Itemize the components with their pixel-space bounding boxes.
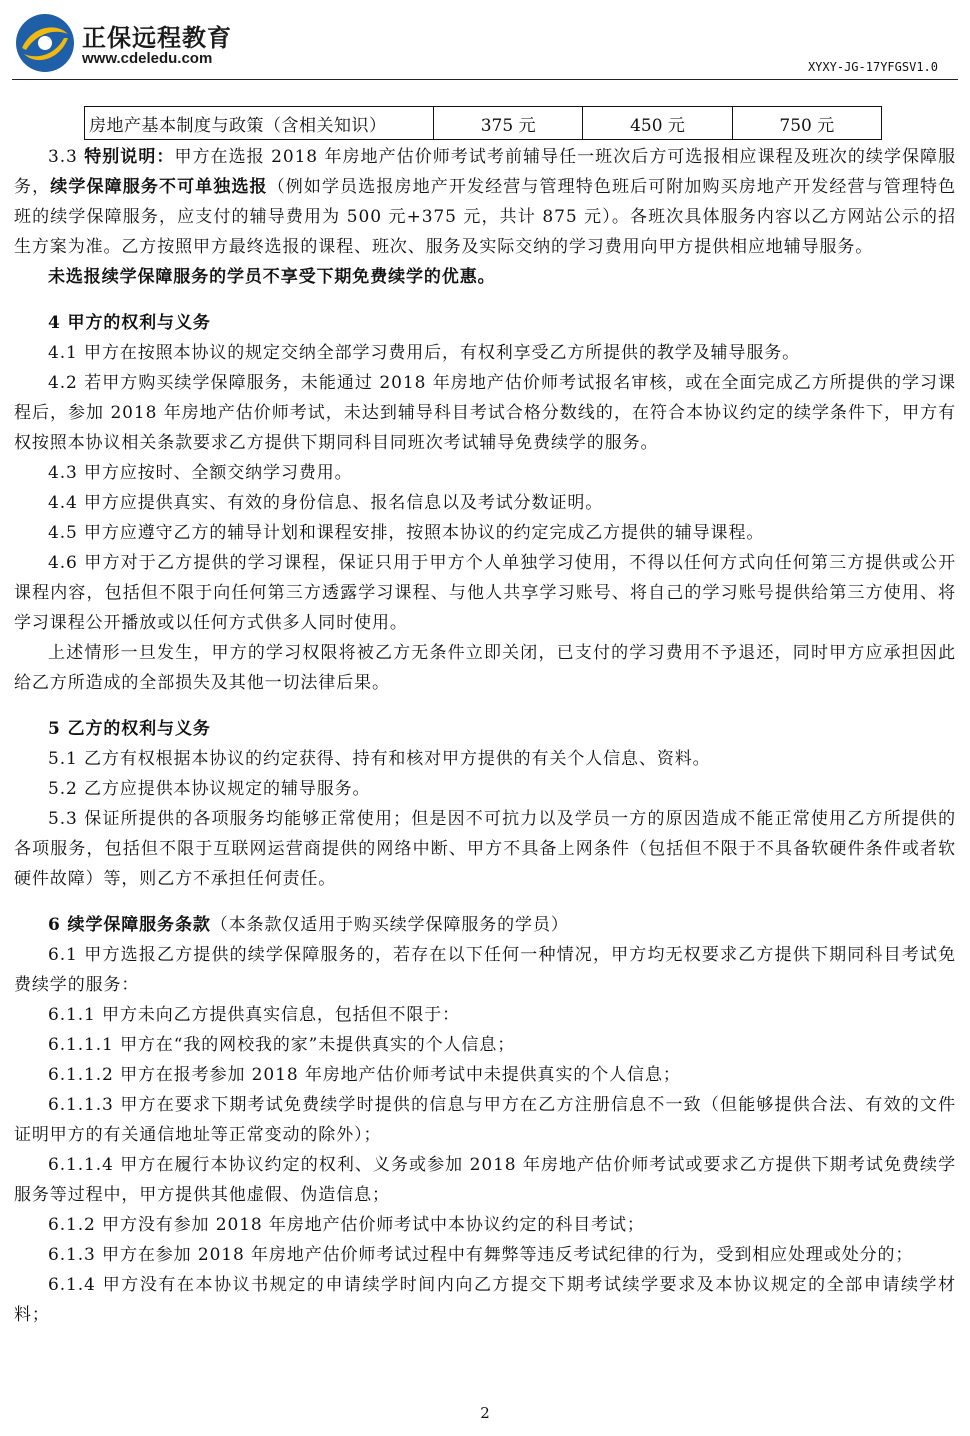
table-row [85,107,882,140]
document-code: XYXY-JG-17YFGSV1.0 [807,60,938,74]
table-cell-fee: 450 元 [583,107,732,140]
clause-5-2: 5.2 乙方应提供本协议规定的辅导服务。 [48,779,371,799]
special-note-label: 特别说明： [84,147,175,167]
clause-3-3-warning: 未选报续学保障服务的学员不享受下期免费续学的优惠。 [48,267,496,287]
clause-3-3 [14,142,956,262]
fee-table [84,106,882,140]
section-4-heading: 4 甲方的权利与义务 [48,313,211,333]
clause-6-1: 6.1 甲方选报乙方提供的续学保障服务的，若存在以下任何一种情况，甲方均无权要求乙方提供下期同科目考试免费续学的服务： [14,945,956,995]
clause-6-1-2: 6.1.2 甲方没有参加 2018 年房地产估价师考试中本协议约定的科目考试； [48,1215,645,1235]
clause-text: 甲方在选报 2018 年房地产估价师考试考前辅导任一班次后方可选报相应课程及班次的续学保障服务， [14,147,956,197]
table-cell-fee: 375 元 [434,107,583,140]
section-6-note: （本条款仅适用于购买续学保障服务的学员） [210,915,569,935]
section-6-title: 6 续学保障服务条款 [48,915,211,935]
header-divider [12,79,958,80]
brand-name: 正保远程教育 [82,24,232,52]
clause-number: 3.3 [48,147,78,167]
page-header [0,0,970,82]
clause-4-5: 4.5 甲方应遵守乙方的辅导计划和课程安排，按照本协议的约定完成乙方提供的辅导课程。 [48,523,765,543]
clause-4-6: 4.6 甲方对于乙方提供的学习课程，保证只用于甲方个人单独学习使用，不得以任何方式向任何第三方提供或公开课程内容，包括但不限于向任何第三方透露学习课程、与他人共享学习账号、将自己的学习账号提供给第三方使用、将学习课程公开播放或以任何方式供多人同时使用。 [14,553,956,633]
clause-emphasis: 续学保障服务不可单独选报 [50,177,268,197]
document-body [14,142,956,1330]
brand-url[interactable]: www.cdeledu.com [82,50,213,67]
clause-4-4: 4.4 甲方应提供真实、有效的身份信息、报名信息以及考试分数证明。 [48,493,604,513]
page-number: 2 [480,1404,490,1422]
clause-6-1-1-4: 6.1.1.4 甲方在履行本协议约定的权利、义务或参加 2018 年房地产估价师考试或要求乙方提供下期考试免费续学服务等过程中，甲方提供其他虚假、伪造信息； [14,1155,956,1205]
clause-5-3: 5.3 保证所提供的各项服务均能够正常使用；但是因不可抗力以及学员一方的原因造成不能正常使用乙方所提供的各项服务，包括但不限于互联网运营商提供的网络中断、甲方不具备上网条件（包括但不限于不具备软硬件条件或者软硬件故障）等，则乙方不承担任何责任。 [14,809,956,889]
clause-6-1-4: 6.1.4 甲方没有在本协议书规定的申请续学时间内向乙方提交下期考试续学要求及本协议规定的全部申请续学材料； [14,1275,956,1325]
clause-4-1: 4.1 甲方在按照本协议的规定交纳全部学习费用后，有权利享受乙方所提供的教学及辅导服务。 [48,343,801,363]
clause-5-1: 5.1 乙方有权根据本协议的约定获得、持有和核对甲方提供的有关个人信息、资料。 [48,749,711,769]
clause-6-1-3: 6.1.3 甲方在参加 2018 年房地产估价师考试过程中有舞弊等违反考试纪律的行为，受到相应处理或处分的； [48,1245,914,1265]
section-5-heading: 5 乙方的权利与义务 [48,719,211,739]
clause-text: （例如学员选报房地产开发经营与管理特色班后可附加购买房地产开发经营与管理特色班的续学保障服务，应支付的辅导费用为 500 元+375 元，共计 875 元）。各班次具体服务内容以乙方网站公示的招生方案为准。乙方按照甲方最终选报的课程、班次、服务及实际交纳的学习费用向甲方提供相应地辅导服务。 [14,177,956,257]
clause-6-1-1-3: 6.1.1.3 甲方在要求下期考试免费续学时提供的信息与甲方在乙方注册信息不一致（但能够提供合法、有效的文件证明甲方的有关通信地址等正常变动的除外）； [14,1095,956,1145]
cdeledu-logo-icon [12,12,78,74]
clause-6-1-1-1: 6.1.1.1 甲方在“我的网校我的家”未提供真实的个人信息； [48,1035,516,1055]
clause-4-2: 4.2 若甲方购买续学保障服务，未能通过 2018 年房地产估价师考试报名审核，或在全面完成乙方所提供的学习课程后，参加 2018 年房地产估价师考试，未达到辅导科目考试合格分数线的，在符合本协议约定的续学条件下，甲方有权按照本协议相关条款要求乙方提供下期同科目同班次考试辅导免费续学的服务。 [14,373,956,453]
clause-4-3: 4.3 甲方应按时、全额交纳学习费用。 [48,463,353,483]
section-6-heading [14,894,956,940]
table-cell-fee: 750 元 [732,107,881,140]
clause-4-6-consequence: 上述情形一旦发生，甲方的学习权限将被乙方无条件立即关闭，已支付的学习费用不予退还，同时甲方应承担因此给乙方所造成的全部损失及其他一切法律后果。 [14,643,956,693]
table-cell-course: 房地产基本制度与政策（含相关知识） [85,107,434,140]
clause-6-1-1: 6.1.1 甲方未向乙方提供真实信息，包括但不限于： [48,1005,461,1025]
clause-6-1-1-2: 6.1.1.2 甲方在报考参加 2018 年房地产估价师考试中未提供真实的个人信息； [48,1065,681,1085]
